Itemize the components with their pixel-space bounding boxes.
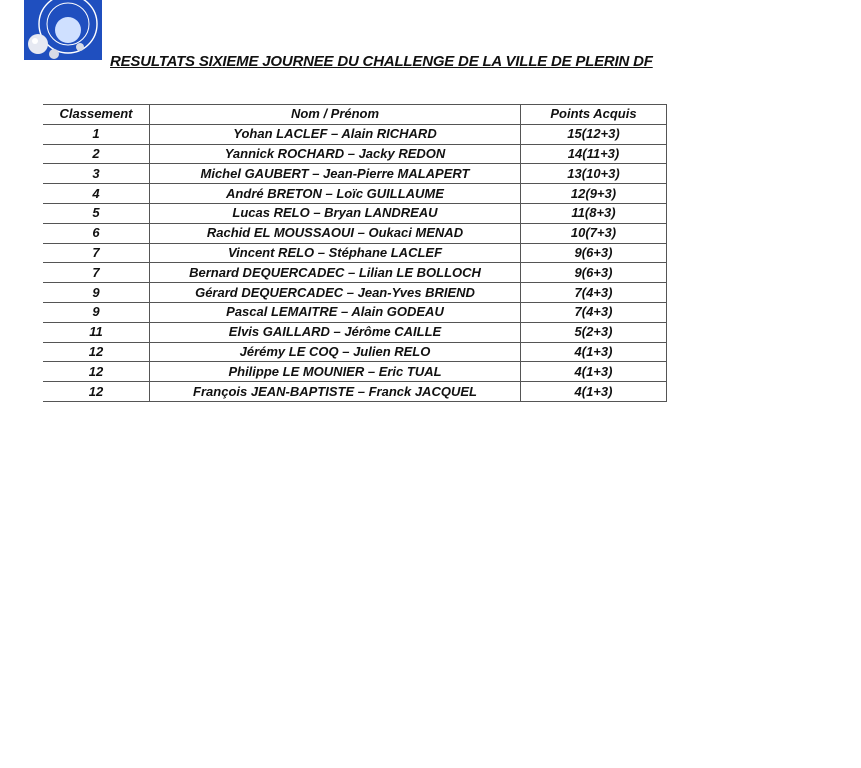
rank-cell: 12 (43, 342, 150, 362)
players-cell: Bernard DEQUERCADEC – Lilian LE BOLLOCH (150, 263, 521, 283)
players-cell: Michel GAUBERT – Jean-Pierre MALAPERT (150, 164, 521, 184)
points-cell: 11(8+3) (521, 203, 667, 223)
players-cell: Rachid EL MOUSSAOUI – Oukaci MENAD (150, 223, 521, 243)
rank-cell: 1 (43, 124, 150, 144)
rank-cell: 7 (43, 263, 150, 283)
table-row (43, 203, 667, 223)
table-row (43, 184, 667, 204)
rank-cell: 7 (43, 243, 150, 263)
table-row (43, 164, 667, 184)
table-row (43, 342, 667, 362)
points-cell: 12(9+3) (521, 184, 667, 204)
rank-cell: 4 (43, 184, 150, 204)
table-row (43, 243, 667, 263)
points-cell: 9(6+3) (521, 243, 667, 263)
players-cell: Jérémy LE COQ – Julien RELO (150, 342, 521, 362)
header-classement: Classement (43, 105, 150, 125)
header-nom-prenom: Nom / Prénom (150, 105, 521, 125)
players-cell: François JEAN-BAPTISTE – Franck JACQUEL (150, 382, 521, 402)
petanque-logo-icon (24, 0, 102, 60)
players-cell: Gérard DEQUERCADEC – Jean-Yves BRIEND (150, 283, 521, 303)
rank-cell: 6 (43, 223, 150, 243)
points-cell: 10(7+3) (521, 223, 667, 243)
points-cell: 4(1+3) (521, 342, 667, 362)
table-row (43, 124, 667, 144)
club-logo (24, 0, 102, 60)
table-row (43, 144, 667, 164)
rank-cell: 9 (43, 283, 150, 303)
points-cell: 14(11+3) (521, 144, 667, 164)
points-cell: 4(1+3) (521, 382, 667, 402)
table-header-row (43, 105, 667, 125)
points-cell: 9(6+3) (521, 263, 667, 283)
points-cell: 15(12+3) (521, 124, 667, 144)
rank-cell: 12 (43, 362, 150, 382)
points-cell: 4(1+3) (521, 362, 667, 382)
table-row (43, 302, 667, 322)
players-cell: Yannick ROCHARD – Jacky REDON (150, 144, 521, 164)
table-row (43, 283, 667, 303)
rank-cell: 5 (43, 203, 150, 223)
players-cell: Philippe LE MOUNIER – Eric TUAL (150, 362, 521, 382)
table-row (43, 382, 667, 402)
table-row (43, 322, 667, 342)
players-cell: Lucas RELO – Bryan LANDREAU (150, 203, 521, 223)
rank-cell: 2 (43, 144, 150, 164)
players-cell: Vincent RELO – Stéphane LACLEF (150, 243, 521, 263)
players-cell: Elvis GAILLARD – Jérôme CAILLE (150, 322, 521, 342)
table-row (43, 263, 667, 283)
players-cell: Yohan LACLEF – Alain RICHARD (150, 124, 521, 144)
header-points-acquis: Points Acquis (521, 105, 667, 125)
page-title: RESULTATS SIXIEME JOURNEE DU CHALLENGE DE LA VILLE DE PLERIN DF (110, 53, 653, 70)
results-table (43, 104, 667, 402)
rank-cell: 12 (43, 382, 150, 402)
rank-cell: 9 (43, 302, 150, 322)
table-row (43, 223, 667, 243)
points-cell: 5(2+3) (521, 322, 667, 342)
points-cell: 7(4+3) (521, 283, 667, 303)
points-cell: 13(10+3) (521, 164, 667, 184)
rank-cell: 11 (43, 322, 150, 342)
points-cell: 7(4+3) (521, 302, 667, 322)
rank-cell: 3 (43, 164, 150, 184)
table-row (43, 362, 667, 382)
players-cell: André BRETON – Loïc GUILLAUME (150, 184, 521, 204)
players-cell: Pascal LEMAITRE – Alain GODEAU (150, 302, 521, 322)
